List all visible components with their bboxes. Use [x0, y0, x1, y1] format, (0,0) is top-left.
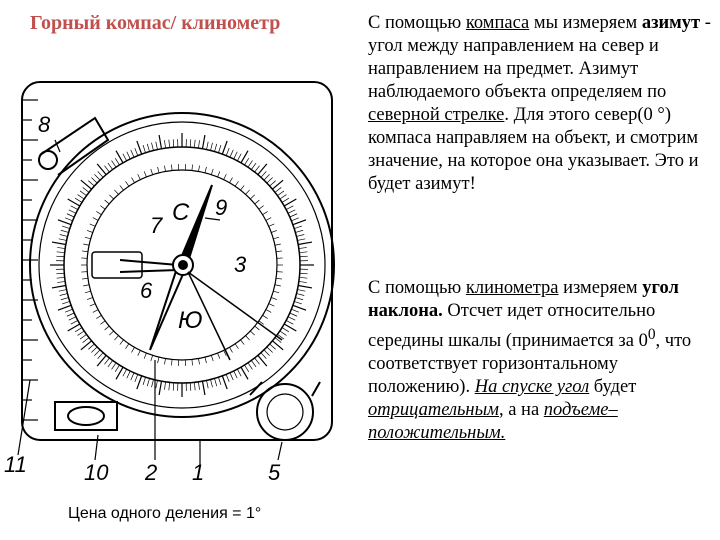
dial-tick	[211, 143, 213, 151]
dial-tick	[137, 141, 142, 154]
inner-tick	[83, 244, 89, 245]
callout-3: 3	[234, 252, 247, 277]
inner-tick	[105, 326, 110, 330]
dial-tick	[267, 347, 273, 353]
inner-tick	[120, 185, 124, 190]
dial-tick	[264, 174, 270, 180]
dial-tick	[290, 214, 297, 217]
dial-tick	[131, 150, 134, 157]
dial-tick	[218, 145, 220, 153]
dial-tick	[264, 350, 270, 356]
inner-tick	[198, 166, 199, 172]
dial-tick	[222, 376, 227, 389]
dial-tick	[190, 383, 191, 391]
dial-tick	[69, 317, 76, 321]
dial-tick	[78, 331, 85, 335]
dial-tick	[282, 328, 289, 332]
inner-tick	[144, 353, 146, 359]
dial-tick	[299, 247, 307, 248]
dial-tick	[83, 338, 89, 343]
inner-tick	[240, 340, 244, 345]
dial-tick	[251, 360, 256, 366]
callout-5: 5	[268, 460, 281, 485]
dial-tick	[267, 177, 273, 183]
dial-tick	[59, 290, 67, 292]
dial-tick	[52, 285, 66, 287]
dial-tick	[300, 273, 308, 274]
inner-tick	[144, 171, 146, 177]
inner-tick	[114, 336, 118, 340]
inner-tick	[230, 178, 233, 183]
dial-tick	[226, 374, 229, 381]
dial-tick	[277, 191, 283, 196]
inner-tick	[269, 304, 274, 306]
inner-tick	[96, 211, 101, 214]
dial-tick	[226, 148, 229, 155]
inner-tick	[85, 291, 91, 293]
dial-tick	[65, 309, 72, 312]
dial-tick	[57, 247, 65, 248]
inner-tick	[235, 344, 238, 349]
dial-tick	[94, 350, 100, 356]
dial-tick	[248, 161, 252, 168]
dial-tick	[296, 235, 304, 237]
dial-tick	[248, 363, 252, 370]
dial-tick	[59, 239, 67, 241]
inner-tick	[138, 350, 141, 355]
inner-tick	[255, 326, 260, 330]
dial-tick	[152, 379, 154, 387]
dial-tick	[293, 220, 306, 225]
dial-tick	[115, 365, 119, 372]
dial-tick	[80, 334, 86, 339]
dial-tick	[91, 347, 97, 353]
dial-tick	[299, 277, 307, 278]
north-arrow-term: северной стрелке	[368, 105, 505, 125]
dial-tick	[156, 380, 158, 388]
dial-tick	[194, 382, 195, 390]
dial-tick	[58, 305, 71, 310]
inner-tick	[158, 167, 159, 173]
inner-tick	[240, 185, 244, 190]
dial-tick	[202, 135, 204, 149]
dial-tick	[81, 180, 92, 189]
dial-tick	[71, 320, 78, 324]
inner-tick	[218, 353, 220, 359]
inner-tick	[109, 195, 113, 199]
inner-tick	[82, 278, 88, 279]
inner-tick	[246, 190, 250, 194]
dial-tick	[108, 163, 113, 169]
dial-tick	[135, 148, 138, 155]
inner-tick	[87, 230, 93, 232]
dial-tick	[207, 142, 209, 150]
dial-tick	[218, 377, 220, 385]
inner-tick	[275, 285, 281, 286]
dial-tick	[258, 355, 267, 366]
dial-tick	[98, 171, 103, 177]
dial-tick	[67, 313, 74, 316]
dial-tick	[234, 152, 238, 159]
inner-tick	[132, 178, 135, 183]
dial-tick	[280, 331, 287, 335]
dial-tick	[58, 220, 71, 225]
inner-tick	[198, 359, 199, 365]
inner-tick	[250, 331, 254, 335]
inner-tick	[211, 355, 213, 361]
inner-tick	[100, 321, 105, 325]
lock-knob-inner	[267, 394, 303, 430]
inner-tick	[90, 224, 95, 226]
dial-tick	[207, 380, 209, 388]
dial-tick	[173, 383, 174, 391]
dial-tick	[295, 298, 303, 300]
inner-tick	[276, 251, 282, 252]
dial-tick	[65, 218, 72, 221]
dial-tick	[282, 198, 289, 202]
dial-tick	[127, 371, 131, 378]
dial-tick	[270, 344, 276, 349]
inner-tick	[93, 310, 98, 313]
dial-tick	[56, 256, 64, 257]
dial-tick	[147, 378, 149, 386]
inner-tick	[273, 237, 279, 239]
dial-tick	[97, 355, 106, 366]
clinometer-level	[92, 252, 142, 278]
dial-tick	[230, 150, 233, 157]
dial-tick	[173, 139, 174, 147]
dial-tick	[286, 206, 293, 210]
dial-tick	[61, 298, 69, 300]
inner-tick	[83, 285, 89, 286]
dial-tick	[75, 198, 82, 202]
dial-tick	[261, 353, 266, 359]
callout-8: 8	[38, 112, 51, 137]
compass-figure	[0, 60, 360, 500]
dial-tick	[147, 144, 149, 152]
dial-tick	[143, 377, 145, 385]
inner-tick	[114, 190, 118, 194]
dial-tick	[198, 140, 199, 148]
inner-tick	[266, 310, 271, 313]
inner-tick	[246, 336, 250, 340]
dial-tick	[71, 206, 78, 210]
inner-tick	[192, 359, 193, 365]
dial-tick	[261, 171, 266, 177]
dial-tick	[211, 379, 213, 387]
dial-tick	[56, 273, 64, 274]
dial-tick	[83, 187, 89, 192]
dial-tick	[190, 139, 191, 147]
inner-tick	[255, 200, 260, 204]
dial-tick	[98, 353, 103, 359]
dial-tick	[127, 152, 131, 159]
inner-tick	[263, 315, 268, 318]
dial-tick	[290, 313, 297, 316]
dial-tick	[272, 341, 283, 350]
dial-tick	[198, 382, 199, 390]
dial-tick	[300, 256, 308, 257]
dial-tick	[104, 166, 109, 172]
dial-tick	[123, 369, 127, 376]
dial-tick	[57, 252, 65, 253]
scale-division-note: Цена одного деления = 1°	[68, 505, 262, 522]
dial-tick	[194, 140, 195, 148]
dial-tick	[61, 230, 69, 232]
dial-tick	[275, 187, 281, 192]
dial-tick	[115, 158, 119, 165]
dial-tick	[159, 135, 161, 149]
dial-tick	[108, 360, 113, 366]
dial-tick	[112, 161, 116, 168]
inner-tick	[230, 347, 233, 352]
dial-tick	[270, 181, 276, 186]
inner-tick	[171, 359, 172, 365]
inner-tick	[271, 230, 277, 232]
dial-tick	[299, 281, 307, 282]
dial-tick	[104, 358, 109, 364]
dial-tick	[299, 252, 307, 253]
inner-tick	[164, 166, 165, 172]
dial-tick	[169, 140, 170, 148]
dial-tick	[222, 141, 227, 154]
dial-tick	[60, 235, 68, 237]
dial-tick	[62, 301, 70, 303]
dial-tick	[57, 277, 65, 278]
dial-tick	[291, 309, 298, 312]
dial-tick	[152, 143, 154, 151]
lock-knob	[257, 384, 313, 440]
inner-tick	[93, 218, 98, 221]
inner-tick	[211, 169, 213, 175]
clinometer-description: С помощью клинометра измеряем угол наклона. Отсчет идет относительно середины шкалы (принимается за $0^0$, что соответствует горизонтальному положению). На спуске угол будет отрицательным, а на подъеме– положительным.	[368, 278, 692, 444]
dial-tick	[91, 177, 97, 183]
dial-letter-south: Ю	[178, 307, 203, 334]
dial-tick	[230, 373, 233, 380]
dial-tick	[57, 281, 65, 282]
dial-tick	[97, 164, 106, 175]
dial-tick	[156, 142, 158, 150]
dial-tick	[135, 374, 138, 381]
slope-angle-term: угол наклона.	[368, 278, 679, 321]
callout-11: 11	[4, 452, 27, 477]
inner-tick	[87, 297, 93, 299]
clinometer-arm-bottom	[120, 270, 178, 272]
hinge-screw	[39, 151, 57, 169]
needle-pivot-center	[179, 261, 187, 269]
callout-7: 7	[150, 213, 163, 238]
dial-tick	[143, 145, 145, 153]
dial-tick	[294, 226, 302, 228]
compass-term-link: компаса	[465, 13, 530, 33]
dial-tick	[75, 328, 82, 332]
dial-tick	[123, 154, 127, 161]
dial-tick	[159, 381, 161, 395]
dial-tick	[169, 382, 170, 390]
inner-tick	[90, 304, 95, 306]
dial-tick	[280, 195, 287, 199]
inner-tick	[259, 206, 264, 210]
dial-tick	[237, 154, 241, 161]
dial-tick	[112, 363, 116, 370]
inner-tick	[151, 355, 153, 361]
inner-tick	[275, 244, 281, 245]
dial-tick	[78, 195, 85, 199]
inner-tick	[138, 174, 141, 179]
dial-tick	[164, 140, 165, 148]
inner-tick	[273, 291, 279, 293]
inner-tick	[276, 278, 282, 279]
dial-tick	[298, 242, 312, 244]
dial-tick	[293, 305, 306, 310]
sight-lens	[68, 407, 104, 425]
inner-tick	[120, 340, 124, 345]
inner-tick	[82, 251, 88, 252]
dial-tick	[69, 210, 76, 214]
dial-tick	[288, 317, 295, 321]
dial-tick	[294, 301, 302, 303]
inner-tick	[218, 171, 220, 177]
dial-tick	[286, 320, 293, 324]
inner-tick	[151, 169, 153, 175]
dial-tick	[245, 365, 249, 372]
callout-9: 9	[215, 195, 228, 220]
dial-tick	[62, 226, 70, 228]
dial-tick	[237, 369, 241, 376]
inner-tick	[205, 357, 206, 363]
dial-tick	[291, 218, 298, 221]
dial-tick	[258, 164, 267, 175]
dial-tick	[288, 210, 295, 214]
dial-tick	[251, 163, 256, 169]
inner-tick	[269, 224, 274, 226]
dial-tick	[164, 382, 165, 390]
inner-tick	[132, 347, 135, 352]
dial-tick	[272, 180, 283, 189]
inner-tick	[100, 206, 105, 210]
inner-tick	[105, 200, 110, 204]
dial-tick	[88, 181, 94, 186]
inner-tick	[235, 181, 238, 186]
dial-tick	[137, 376, 142, 389]
dial-tick	[296, 294, 304, 296]
inner-tick	[224, 174, 227, 179]
callout-10: 10	[84, 460, 109, 485]
inner-tick	[192, 165, 193, 171]
callout-6: 6	[140, 278, 153, 303]
inner-tick	[85, 237, 91, 239]
dial-tick	[297, 239, 305, 241]
dial-tick	[245, 158, 249, 165]
dial-tick	[131, 373, 134, 380]
dial-tick	[255, 166, 260, 172]
dial-tick	[215, 144, 217, 152]
dial-tick	[60, 294, 68, 296]
dial-tick	[94, 174, 100, 180]
dial-tick	[80, 191, 86, 196]
clinometer-term-link: клинометра	[465, 278, 559, 298]
inner-tick	[126, 181, 129, 186]
inner-tick	[271, 297, 277, 299]
dial-tick	[295, 230, 303, 232]
dial-tick	[215, 378, 217, 386]
inner-tick	[250, 195, 254, 199]
inner-tick	[158, 357, 159, 363]
dial-tick	[255, 358, 260, 364]
clinometer-arm-top	[120, 260, 178, 265]
dial-tick	[234, 371, 238, 378]
dial-letter-north: С	[172, 199, 190, 226]
azimuth-term: азимут	[641, 13, 701, 33]
inner-tick	[263, 211, 268, 214]
inner-tick	[266, 218, 271, 221]
inner-tick	[96, 315, 101, 318]
dial-tick	[52, 242, 66, 244]
dial-tick	[298, 285, 312, 287]
page-title: Горный компас/ клинометр	[30, 12, 281, 34]
callout-2: 2	[145, 460, 158, 485]
callout-1: 1	[192, 460, 205, 485]
dial-tick	[67, 214, 74, 217]
inner-tick	[205, 167, 206, 173]
dial-tick	[297, 290, 305, 292]
inner-tick	[171, 165, 172, 171]
dial-tick	[88, 344, 94, 349]
compass-description: С помощью компаса мы измеряем азимут - угол между направлением на север и направлением на предмет. Азимут наблюдаемого объекта определяем по северной стрелке. Для этого север(0 °) компаса направляем на объект, и смотрим значение, на которое она указывает. Это и будет азимут!	[368, 13, 711, 194]
inner-tick	[164, 359, 165, 365]
dial-tick	[202, 381, 204, 395]
dial-tick	[81, 341, 92, 350]
inner-tick	[109, 331, 113, 335]
inner-tick	[126, 344, 129, 349]
